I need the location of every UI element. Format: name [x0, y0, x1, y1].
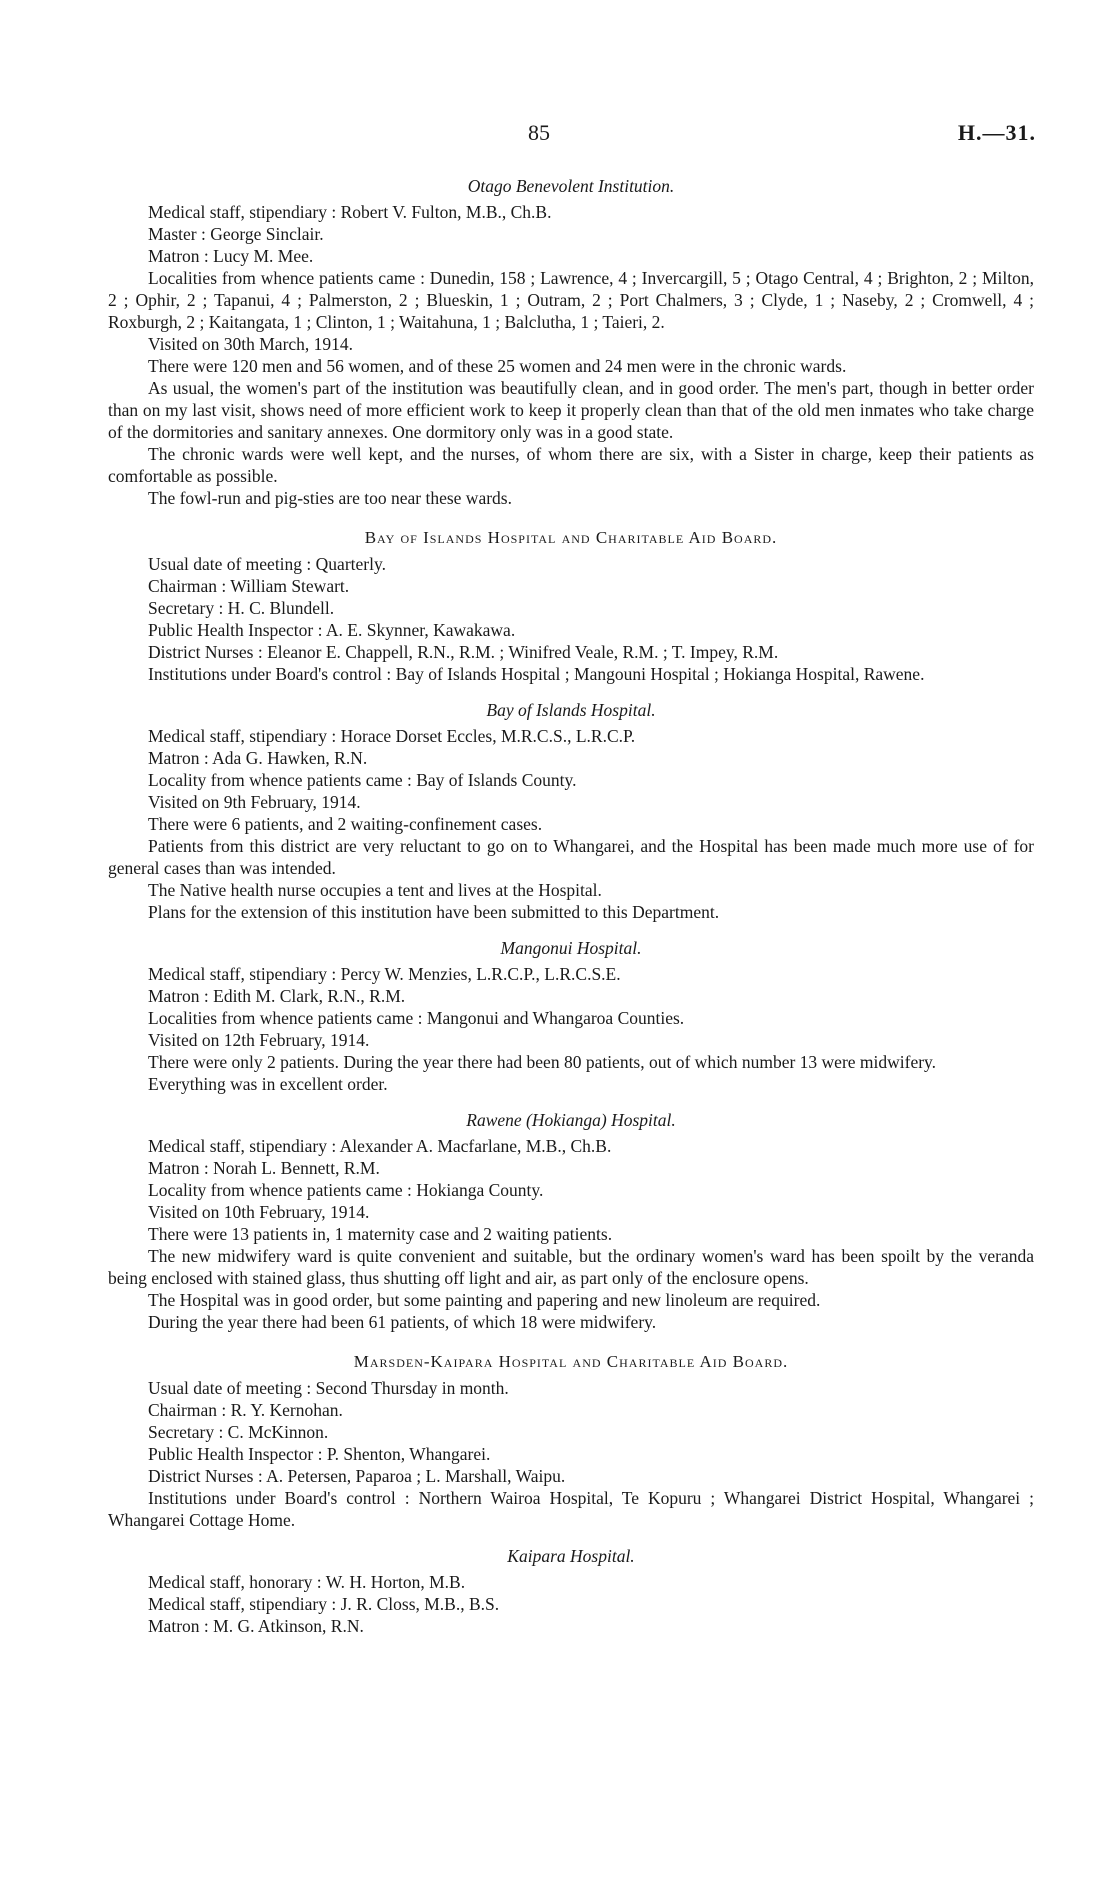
paragraph: Matron : Ada G. Hawken, R.N. — [148, 748, 368, 768]
paragraph: Locality from whence patients came : Hokianga County. — [148, 1180, 544, 1200]
paragraph: Everything was in excellent order. — [148, 1074, 388, 1094]
paragraph: Chairman : R. Y. Kernohan. — [148, 1400, 343, 1420]
paragraph: Master : George Sinclair. — [148, 224, 324, 244]
paragraph: Localities from whence patients came : Dunedin, 158 ; Lawrence, 4 ; Invercargill, 5 ; Otago Central, 4 ; Brighton, 2 ; Milton, 2 ; Ophir, 2 ; Tapanui, 4 ; Palmerston, 2 ; Blueskin, 1 ; Outram, 2 ; Port Chalmers, 3 ; Clyde, 1 ; Naseby, 2 ; Cromwell, 4 ; Roxburgh, 2 ; Kaitangata, 1 ; Clinton, 1 ; Waitahuna, 1 ; Balclutha, 1 ; Taieri, 2. — [108, 268, 1034, 332]
paragraph: Usual date of meeting : Second Thursday in month. — [148, 1378, 509, 1398]
paragraph: The fowl-run and pig-sties are too near these wards. — [148, 488, 512, 508]
paragraph: Medical staff, stipendiary : Robert V. Fulton, M.B., Ch.B. — [148, 202, 552, 222]
section — [108, 1351, 1034, 1531]
paragraph: There were 120 men and 56 women, and of these 25 women and 24 men were in the chronic wards. — [148, 356, 847, 376]
institution-subheading: Kaipara Hospital. — [507, 1546, 635, 1566]
paragraph: As usual, the women's part of the institution was beautifully clean, and in good order. The men's part, though in better order than on my last visit, shows need of more efficient work to keep it properly clean than that of the old men inmates who take charge of the dormitories and sanitary annexes. One dormitory only was in a good state. — [108, 378, 1034, 442]
paragraph: Usual date of meeting : Quarterly. — [148, 554, 386, 574]
paragraph: There were 6 patients, and 2 waiting-confinement cases. — [148, 814, 543, 834]
paragraph: During the year there had been 61 patients, of which 18 were midwifery. — [148, 1312, 657, 1332]
paragraph: The Native health nurse occupies a tent and lives at the Hospital. — [148, 880, 602, 900]
paragraph: District Nurses : A. Petersen, Paparoa ; L. Marshall, Waipu. — [148, 1466, 566, 1486]
paragraph: Patients from this district are very reluctant to go on to Whangarei, and the Hospital has been made much more use of for general cases than was intended. — [108, 836, 1034, 878]
paragraph: Chairman : William Stewart. — [148, 576, 350, 596]
institution-subheading: Mangonui Hospital. — [500, 938, 642, 958]
section — [108, 1531, 1034, 1637]
institution-subheading: Otago Benevolent Institution. — [467, 176, 675, 196]
paragraph: Locality from whence patients came : Bay of Islands County. — [148, 770, 577, 790]
paragraph: Matron : Edith M. Clark, R.N., R.M. — [148, 986, 406, 1006]
paragraph: Matron : Norah L. Bennett, R.M. — [148, 1158, 380, 1178]
paragraph: There were only 2 patients. During the year there had been 80 patients, out of which number 13 were midwifery. — [148, 1052, 937, 1072]
paragraph: Secretary : C. McKinnon. — [148, 1422, 329, 1442]
section — [108, 527, 1034, 685]
paragraph: Institutions under Board's control : Northern Wairoa Hospital, Te Kopuru ; Whangarei District Hospital, Whangarei ; Whangarei Cottage Home. — [108, 1488, 1034, 1530]
institution-subheading: Rawene (Hokianga) Hospital. — [466, 1110, 676, 1130]
paragraph: Plans for the extension of this institution have been submitted to this Department. — [148, 902, 720, 922]
paragraph: Visited on 10th February, 1914. — [148, 1202, 370, 1222]
section — [108, 685, 1034, 923]
paragraph: Localities from whence patients came : Mangonui and Whangaroa Counties. — [148, 1008, 685, 1028]
paragraph: There were 13 patients in, 1 maternity case and 2 waiting patients. — [148, 1224, 613, 1244]
paragraph: Medical staff, honorary : W. H. Horton, M.B. — [148, 1572, 466, 1592]
board-heading: Marsden-Kaipara Hospital and Charitable Aid Board. — [353, 1352, 789, 1371]
paragraph: Medical staff, stipendiary : Alexander A. Macfarlane, M.B., Ch.B. — [148, 1136, 612, 1156]
paragraph: The new midwifery ward is quite convenient and suitable, but the ordinary women's ward has been spoilt by the veranda being enclosed with stained glass, thus shutting off light and air, as part only of the enclosure opens. — [108, 1246, 1034, 1288]
section — [108, 175, 1034, 509]
paragraph: The Hospital was in good order, but some painting and papering and new linoleum are required. — [148, 1290, 821, 1310]
page-number: 85 — [528, 120, 550, 145]
paragraph: District Nurses : Eleanor E. Chappell, R.N., R.M. ; Winifred Veale, R.M. ; T. Impey, R.M. — [148, 642, 779, 662]
section — [108, 1095, 1034, 1333]
page-header — [0, 122, 1114, 152]
paragraph: Visited on 30th March, 1914. — [148, 334, 354, 354]
paragraph: Matron : Lucy M. Mee. — [148, 246, 314, 266]
section — [108, 923, 1034, 1095]
paragraph: Medical staff, stipendiary : Percy W. Menzies, L.R.C.P., L.R.C.S.E. — [148, 964, 621, 984]
paragraph: Public Health Inspector : A. E. Skynner, Kawakawa. — [148, 620, 516, 640]
paragraph: Institutions under Board's control : Bay of Islands Hospital ; Mangouni Hospital ; Hokianga Hospital, Rawene. — [148, 664, 925, 684]
document-body — [108, 175, 1034, 1637]
paragraph: Secretary : H. C. Blundell. — [148, 598, 335, 618]
paragraph: Medical staff, stipendiary : J. R. Closs, M.B., B.S. — [148, 1594, 500, 1614]
board-heading: Bay of Islands Hospital and Charitable Aid Board. — [364, 528, 778, 547]
document-reference: H.—31. — [957, 120, 1036, 145]
paragraph: Public Health Inspector : P. Shenton, Whangarei. — [148, 1444, 491, 1464]
paragraph: Visited on 9th February, 1914. — [148, 792, 361, 812]
paragraph: Visited on 12th February, 1914. — [148, 1030, 370, 1050]
institution-subheading: Bay of Islands Hospital. — [486, 700, 656, 720]
paragraph: The chronic wards were well kept, and the nurses, of whom there are six, with a Sister in charge, keep their patients as comfortable as possible. — [108, 444, 1034, 486]
paragraph: Matron : M. G. Atkinson, R.N. — [148, 1616, 364, 1636]
paragraph: Medical staff, stipendiary : Horace Dorset Eccles, M.R.C.S., L.R.C.P. — [148, 726, 636, 746]
